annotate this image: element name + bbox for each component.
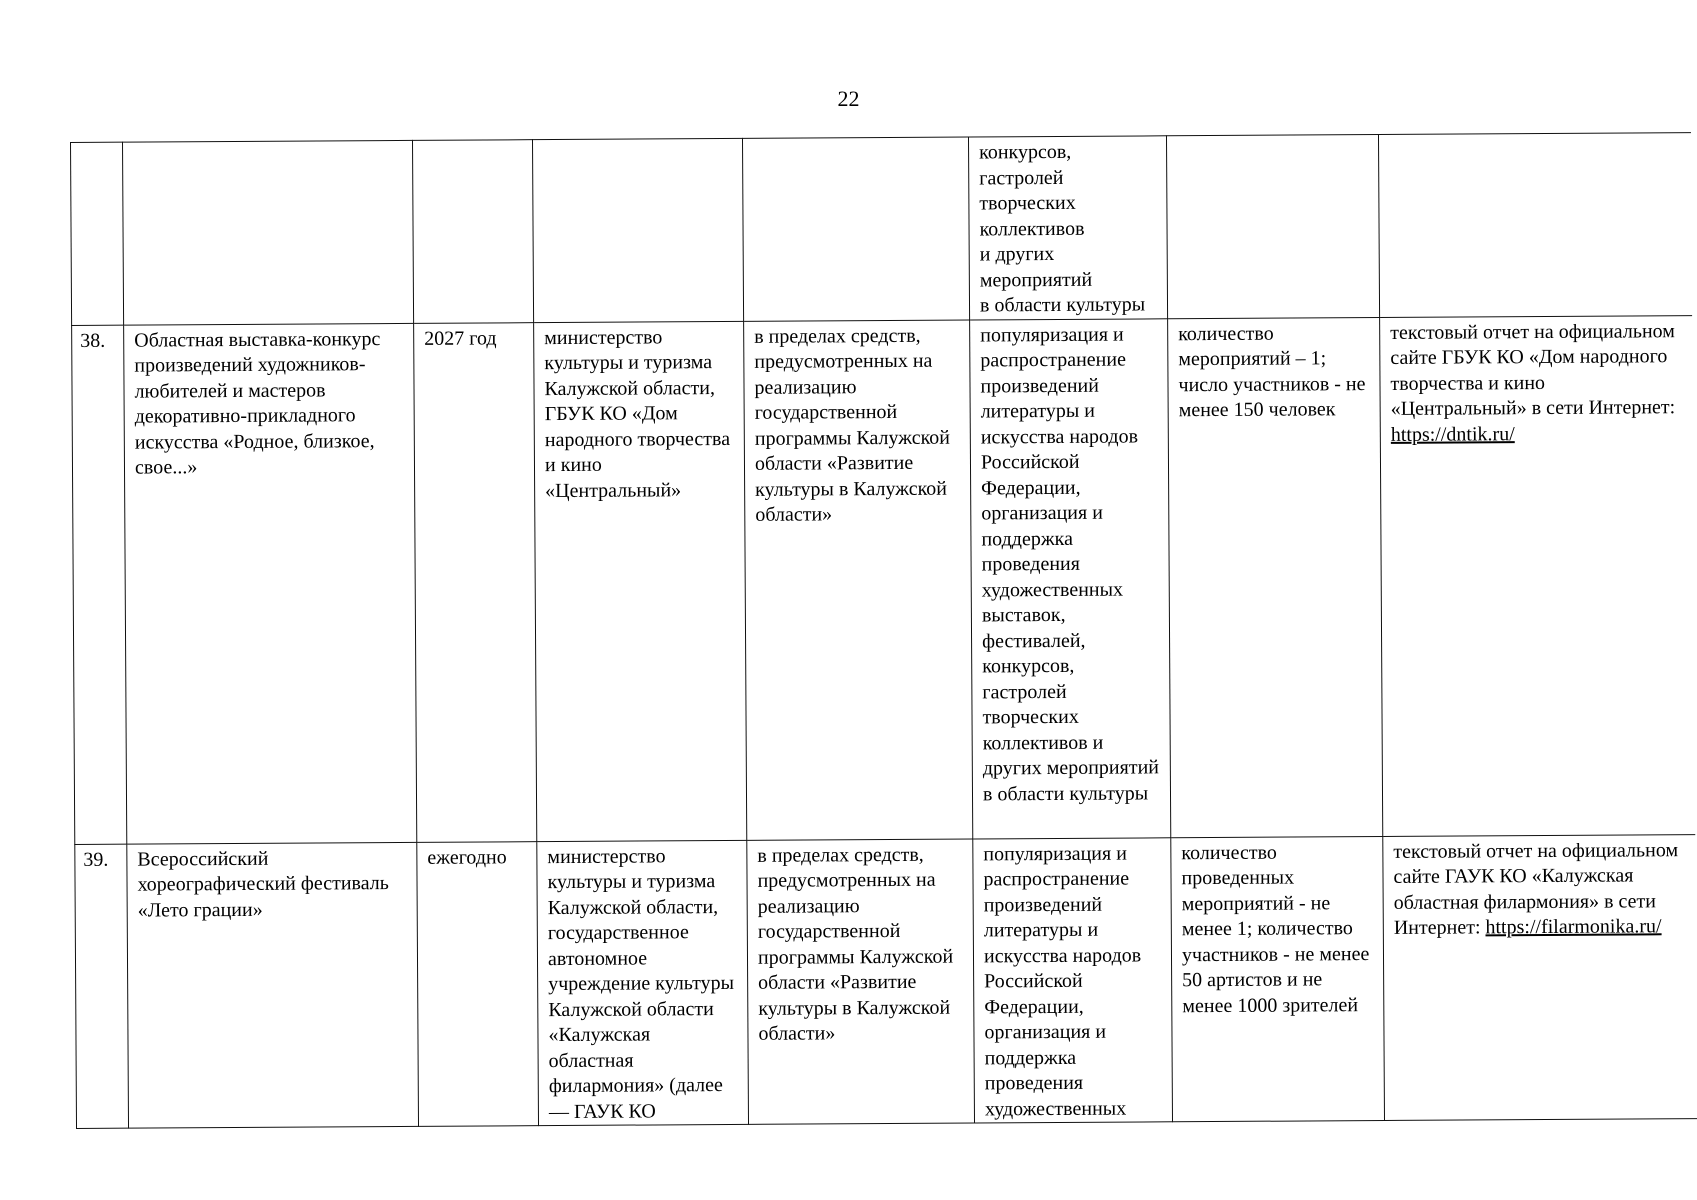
funding-cell: [742, 137, 969, 321]
row-number-cell: [71, 142, 124, 325]
indicator-cell: количество мероприятий – 1; число участников - не менее 150 человек: [1168, 317, 1383, 837]
goal-cell: конкурсов, гастролей творческих коллективов и других мероприятий в области культуры: [968, 136, 1167, 320]
period-cell: [412, 140, 533, 323]
event-name-cell: Областная выставка-конкурс произведений художников-любителей и мастеров декоративно-прикладного искусства «Родное, близкое, свое...»: [124, 323, 417, 844]
report-cell: [1378, 133, 1691, 317]
goal-cell: популяризация и распространение произведений литературы и искусства народов Российской Федерации, организация и поддержка проведения художественных: [973, 837, 1173, 1123]
table-row: [71, 133, 1692, 325]
goal-cell: популяризация и распространение произведений литературы и искусства народов Российской Федерации, организация и поддержка проведения художественных выставок, фестивалей, конкурсов, гастролей творческих коллективов и других мероприятий в области культуры: [970, 318, 1171, 838]
table-row: [72, 315, 1695, 844]
period-cell: ежегодно: [417, 841, 539, 1126]
indicator-cell: [1166, 135, 1379, 319]
report-link[interactable]: https://filarmonika.ru/: [1485, 915, 1662, 939]
row-number-cell: 38.: [72, 325, 127, 844]
page-number: 22: [837, 86, 860, 111]
event-name-cell: Всероссийский хореографический фестиваль «Лето грации»: [127, 842, 419, 1128]
events-table: [70, 132, 1696, 1129]
table-row: [75, 834, 1697, 1128]
report-text: текстовый отчет на официальном сайте ГАУК КО «Калужская областная филармония» в сети Интернет:: [1393, 838, 1679, 939]
report-cell: [1383, 834, 1697, 1120]
executor-cell: министерство культуры и туризма Калужской области, ГБУК КО «Дом народного творчества и кино «Центральный»: [534, 321, 747, 841]
funding-cell: в пределах средств, предусмотренных на реализацию государственной программы Калужской области «Развитие культуры в Калужской области»: [744, 320, 973, 840]
period-cell: 2027 год: [414, 322, 537, 842]
report-text: текстовый отчет на официальном сайте ГБУК КО «Дом народного творчества и кино «Центральный» в сети Интернет:: [1390, 319, 1676, 420]
row-number-cell: 39.: [75, 844, 129, 1129]
executor-cell: [532, 138, 743, 322]
event-name-cell: [123, 140, 414, 324]
report-link[interactable]: https://dntik.ru/: [1390, 422, 1515, 446]
executor-cell: министерство культуры и туризма Калужской области, государственное автономное учреждение культуры Калужской области «Калужская областная филармония» (далее — ГАУК КО: [537, 840, 749, 1126]
report-cell: [1380, 315, 1695, 836]
funding-cell: в пределах средств, предусмотренных на реализацию государственной программы Калужской области «Развитие культуры в Калужской области»: [747, 838, 975, 1124]
indicator-cell: количество проведенных мероприятий - не менее 1; количество участников - не менее 50 артистов и не менее 1000 зрителей: [1171, 836, 1385, 1122]
